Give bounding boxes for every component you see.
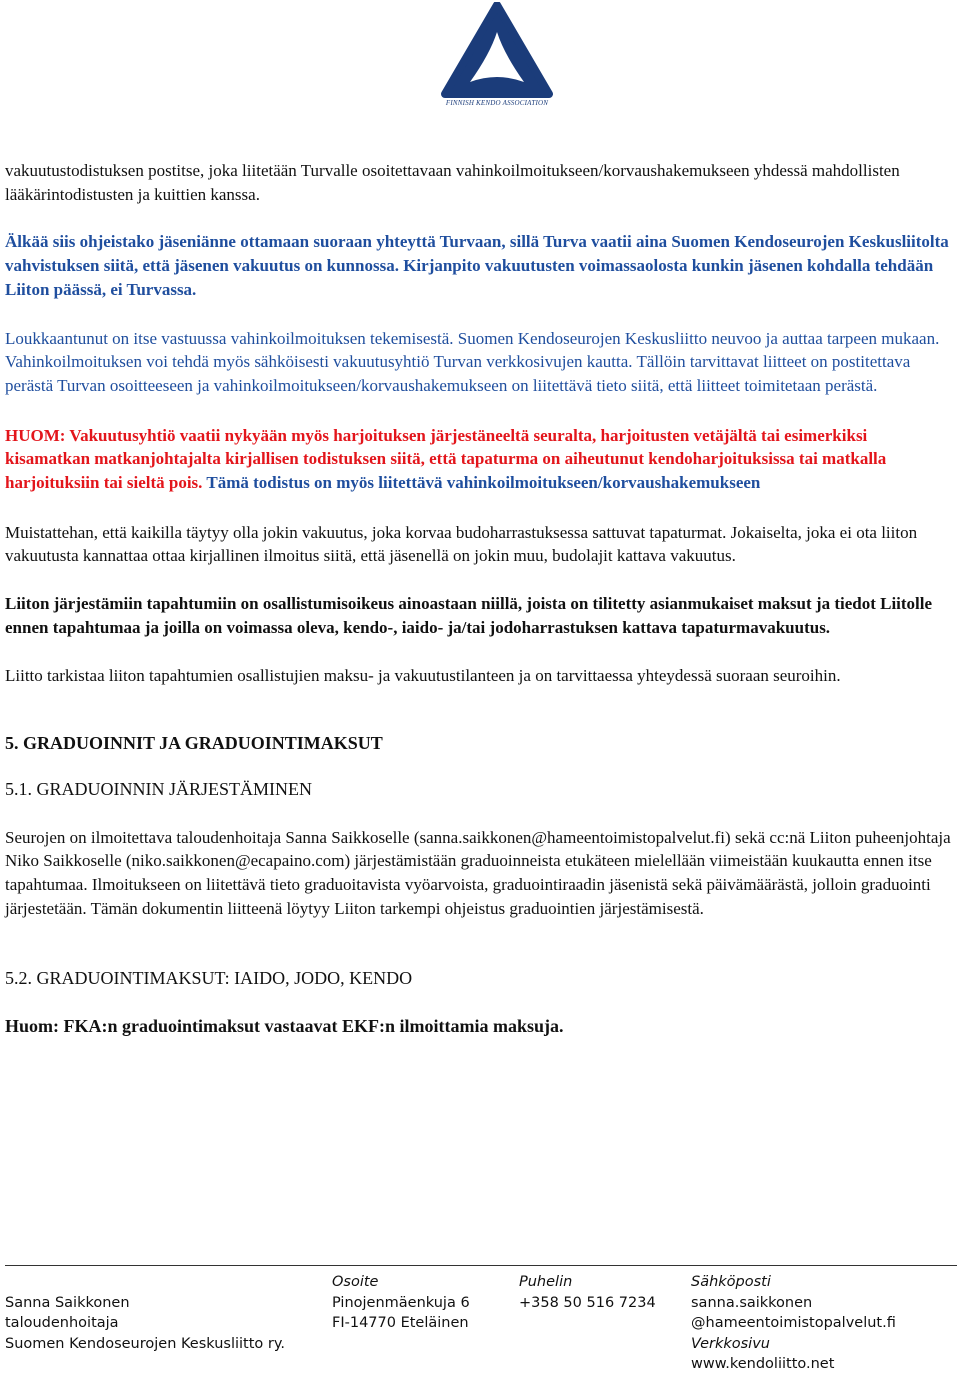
huom-red-text: HUOM: Vakuutusyhtiö vaatii nykyään myös harjoituksen järjestäneeltä seuralta, harjoitusten vetäjältä tai esimerkiksi kisamatkan matkanjohtajalta kirjallisen todistuksen siitä, että tapaturma on aiheutunut kendoharjoituksissa tai matkalla harjoituksiin tai sieltä pois. [5,425,887,493]
paragraph-huom-notice [5,424,955,495]
logo-caption: FINNISH KENDO ASSOCIATION [445,99,549,107]
paragraph-attachments: vakuutustodistuksen postitse, joka liitetään Turvalle osoitettavaan vahinkoilmoitukseen/korvaushakemukseen yhdessä mahdollisten lääkärintodistusten ja kuittien kanssa. [5,161,900,204]
insurance-notice-text: Älkää siis ohjeistako jäseniänne ottamaan suoraan yhteyttä Turvaan, sillä Turva vaatii aina Suomen Kendoseurojen Keskusliitolta vahvistuksen siitä, että jäsenen vakuutus on kunnossa. Kirjanpito vakuutusten voimassaolosta kunkin jäsenen kohdalla tehdään Liiton päässä, ei Turvassa. [5,232,949,299]
section-heading-5: 5. GRADUOINNIT JA GRADUOINTIMAKSUT [5,733,383,754]
footer-phone-label: Puhelin [519,1274,573,1290]
paragraph-injured-responsibility [5,327,955,398]
paragraph-event-participation: Liiton järjestämiin tapahtumiin on osallistumisoikeus ainoastaan niillä, joista on tilitetty asianmukaiset maksut ja tiedot Liitolle ennen tapahtumaa ja joilla on voimassa oleva, kendo-, iaido- ja/tai jodoharrastuksen kattava tapaturmavakuutus. [5,594,933,637]
paragraph-federation-check: Liitto tarkistaa liiton tapahtumien osallistujien maksu- ja vakuutustilanteen ja on tarvittaessa yhteydessä suoraan seuroihin. [5,665,841,685]
footer-contact-person [5,1272,285,1354]
paragraph-graduation-notice: Seurojen on ilmoitettava taloudenhoitaja Sanna Saikkoselle (sanna.saikkonen@hameentoimistopalvelut.fi) sekä cc:nä Liiton puheenjohtaja Niko Saikkoselle (niko.saikkonen@ecapaino.com) järjestämistään graduoinneista etukäteen mielellään viimeistään kuukautta ennen itse tapahtumaa. Ilmoitukseen on liitettävä tieto graduoitavista vyöarvoista, graduointiraadin jäsenistä sekä päivämäärästä, jolloin graduointi järjestetään. Tämän dokumentin liitteenä löytyy Liiton tarkempi ohjeistus graduointien järjestämisestä. [5,827,951,918]
footer-role: taloudenhoitaja [5,1315,119,1331]
footer-address-label: Osoite [332,1274,379,1290]
document-body [5,159,955,1039]
footer-street: Pinojenmäenkuja 6 [332,1294,470,1311]
paragraph-insurance-reminder: Muistattehan, että kaikilla täytyy olla jokin vakuutus, joka korvaa budoharrastuksessa sattuvat tapaturmat. Jokaiselta, joka ei ota liiton vakuutusta kannattaa ottaa kirjallinen ilmoitus siitä, että jäsenellä on jokin muu, budolajit kattava vakuutus. [5,522,918,566]
paragraph-fee-note: Huom: FKA:n graduointimaksut vastaavat EKF:n ilmoittamia maksuja. [5,1016,564,1037]
footer-phone [519,1272,656,1313]
footer-email [691,1272,896,1375]
section-heading-5-2: 5.2. GRADUOINTIMAKSUT: IAIDO, JODO, KENDO [5,968,413,989]
section-heading-5-1: 5.1. GRADUOINNIN JÄRJESTÄMINEN [5,778,312,799]
footer-web-label: Verkkosivu [691,1335,770,1352]
footer-email-line1[interactable]: sanna.saikkonen [691,1294,813,1311]
paragraph-insurance-notice [5,230,955,301]
footer-city: FI-14770 Eteläinen [332,1315,469,1331]
footer-email-label: Sähköposti [691,1274,771,1290]
footer-phone-number: +358 50 516 7234 [519,1294,656,1311]
footer-website-link[interactable]: www.kendoliitto.net [691,1356,835,1372]
footer-name: Sanna Saikkonen [5,1294,130,1311]
huom-blue-text: Tämä todistus on myös liitettävä vahinkoilmoitukseen/korvaushakemukseen [206,473,761,493]
footer-organization: Suomen Kendoseurojen Keskusliitto ry. [5,1335,285,1352]
association-logo [432,2,562,108]
triangle-logo-icon [432,2,562,100]
footer-divider [5,1265,957,1266]
injured-responsibility-text: Loukkaantunut on itse vastuussa vahinkoilmoituksen tekemisestä. Suomen Kendoseurojen Keskusliitto neuvoo ja auttaa tarpeen mukaan. Vahinkoilmoituksen voi tehdä myös sähköisesti vakuutusyhtiö Turvan verkkosivujen kautta. Tällöin tarvittavat liitteet on postitettava perästä Turvan osoitteeseen ja vahinkoilmoitukseen/korvaushakemukseen on liitettävä tieto siitä, että liitteet toimitetaan perästä. [5,328,940,395]
footer-email-line2[interactable]: @hameentoimistopalvelut.fi [691,1315,896,1331]
footer-address [332,1272,470,1334]
